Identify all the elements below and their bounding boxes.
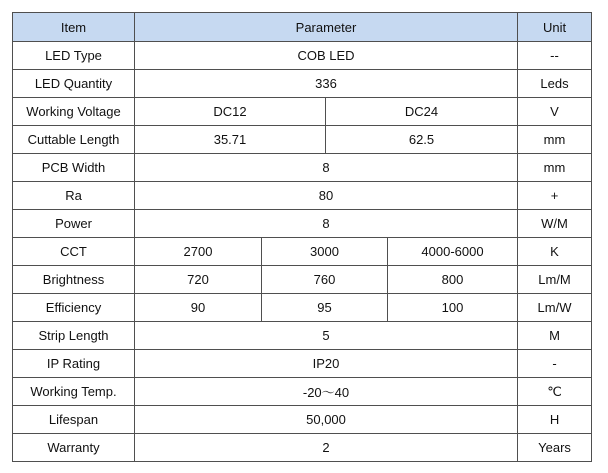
row-parameter-value: 2 bbox=[135, 434, 518, 462]
row-parameter-value: 5 bbox=[135, 322, 518, 350]
row-parameter-value: DC24 bbox=[326, 98, 518, 126]
table-row bbox=[13, 238, 592, 266]
row-parameter-value: 2700 bbox=[135, 238, 262, 266]
row-unit: ℃ bbox=[518, 378, 592, 406]
row-unit: -- bbox=[518, 42, 592, 70]
row-parameter-value: 50,000 bbox=[135, 406, 518, 434]
row-unit: W/M bbox=[518, 210, 592, 238]
table-row bbox=[13, 294, 592, 322]
row-item-label: Efficiency bbox=[13, 294, 135, 322]
row-unit: mm bbox=[518, 154, 592, 182]
row-item-label: Warranty bbox=[13, 434, 135, 462]
table-row bbox=[13, 126, 592, 154]
row-item-label: PCB Width bbox=[13, 154, 135, 182]
table-row bbox=[13, 406, 592, 434]
row-item-label: LED Quantity bbox=[13, 70, 135, 98]
row-unit: M bbox=[518, 322, 592, 350]
row-parameter-value: 95 bbox=[262, 294, 388, 322]
row-item-label: CCT bbox=[13, 238, 135, 266]
row-unit: K bbox=[518, 238, 592, 266]
row-parameter-value: 720 bbox=[135, 266, 262, 294]
table-row bbox=[13, 182, 592, 210]
row-item-label: Strip Length bbox=[13, 322, 135, 350]
row-parameter-value: IP20 bbox=[135, 350, 518, 378]
table-row bbox=[13, 266, 592, 294]
row-unit: Leds bbox=[518, 70, 592, 98]
row-parameter-value: -20～40 bbox=[135, 378, 518, 406]
row-unit: + bbox=[518, 182, 592, 210]
table-row bbox=[13, 98, 592, 126]
row-unit: - bbox=[518, 350, 592, 378]
row-unit: H bbox=[518, 406, 592, 434]
row-unit: V bbox=[518, 98, 592, 126]
row-item-label: Cuttable Length bbox=[13, 126, 135, 154]
row-item-label: IP Rating bbox=[13, 350, 135, 378]
row-item-label: LED Type bbox=[13, 42, 135, 70]
spec-table bbox=[12, 12, 592, 462]
row-parameter-value: 3000 bbox=[262, 238, 388, 266]
row-parameter-value: 8 bbox=[135, 210, 518, 238]
row-item-label: Working Temp. bbox=[13, 378, 135, 406]
row-item-label: Working Voltage bbox=[13, 98, 135, 126]
row-parameter-value: DC12 bbox=[135, 98, 326, 126]
header-unit: Unit bbox=[518, 13, 592, 42]
header-row bbox=[13, 13, 592, 42]
row-parameter-value: 62.5 bbox=[326, 126, 518, 154]
table-row bbox=[13, 434, 592, 462]
table-row bbox=[13, 154, 592, 182]
row-parameter-value: 80 bbox=[135, 182, 518, 210]
table-row bbox=[13, 322, 592, 350]
header-parameter: Parameter bbox=[135, 13, 518, 42]
row-unit: mm bbox=[518, 126, 592, 154]
row-parameter-value: 4000-6000 bbox=[388, 238, 518, 266]
row-item-label: Ra bbox=[13, 182, 135, 210]
row-unit: Lm/M bbox=[518, 266, 592, 294]
row-parameter-value: 800 bbox=[388, 266, 518, 294]
row-item-label: Brightness bbox=[13, 266, 135, 294]
row-parameter-value: 760 bbox=[262, 266, 388, 294]
table-body bbox=[13, 42, 592, 462]
row-parameter-value: 35.71 bbox=[135, 126, 326, 154]
table-row bbox=[13, 210, 592, 238]
header-item: Item bbox=[13, 13, 135, 42]
table-row bbox=[13, 70, 592, 98]
row-parameter-value: 90 bbox=[135, 294, 262, 322]
row-unit: Lm/W bbox=[518, 294, 592, 322]
row-parameter-value: 8 bbox=[135, 154, 518, 182]
row-parameter-value: 336 bbox=[135, 70, 518, 98]
row-item-label: Power bbox=[13, 210, 135, 238]
table-row bbox=[13, 378, 592, 406]
table-row bbox=[13, 42, 592, 70]
row-unit: Years bbox=[518, 434, 592, 462]
row-item-label: Lifespan bbox=[13, 406, 135, 434]
row-parameter-value: COB LED bbox=[135, 42, 518, 70]
row-parameter-value: 100 bbox=[388, 294, 518, 322]
table-row bbox=[13, 350, 592, 378]
